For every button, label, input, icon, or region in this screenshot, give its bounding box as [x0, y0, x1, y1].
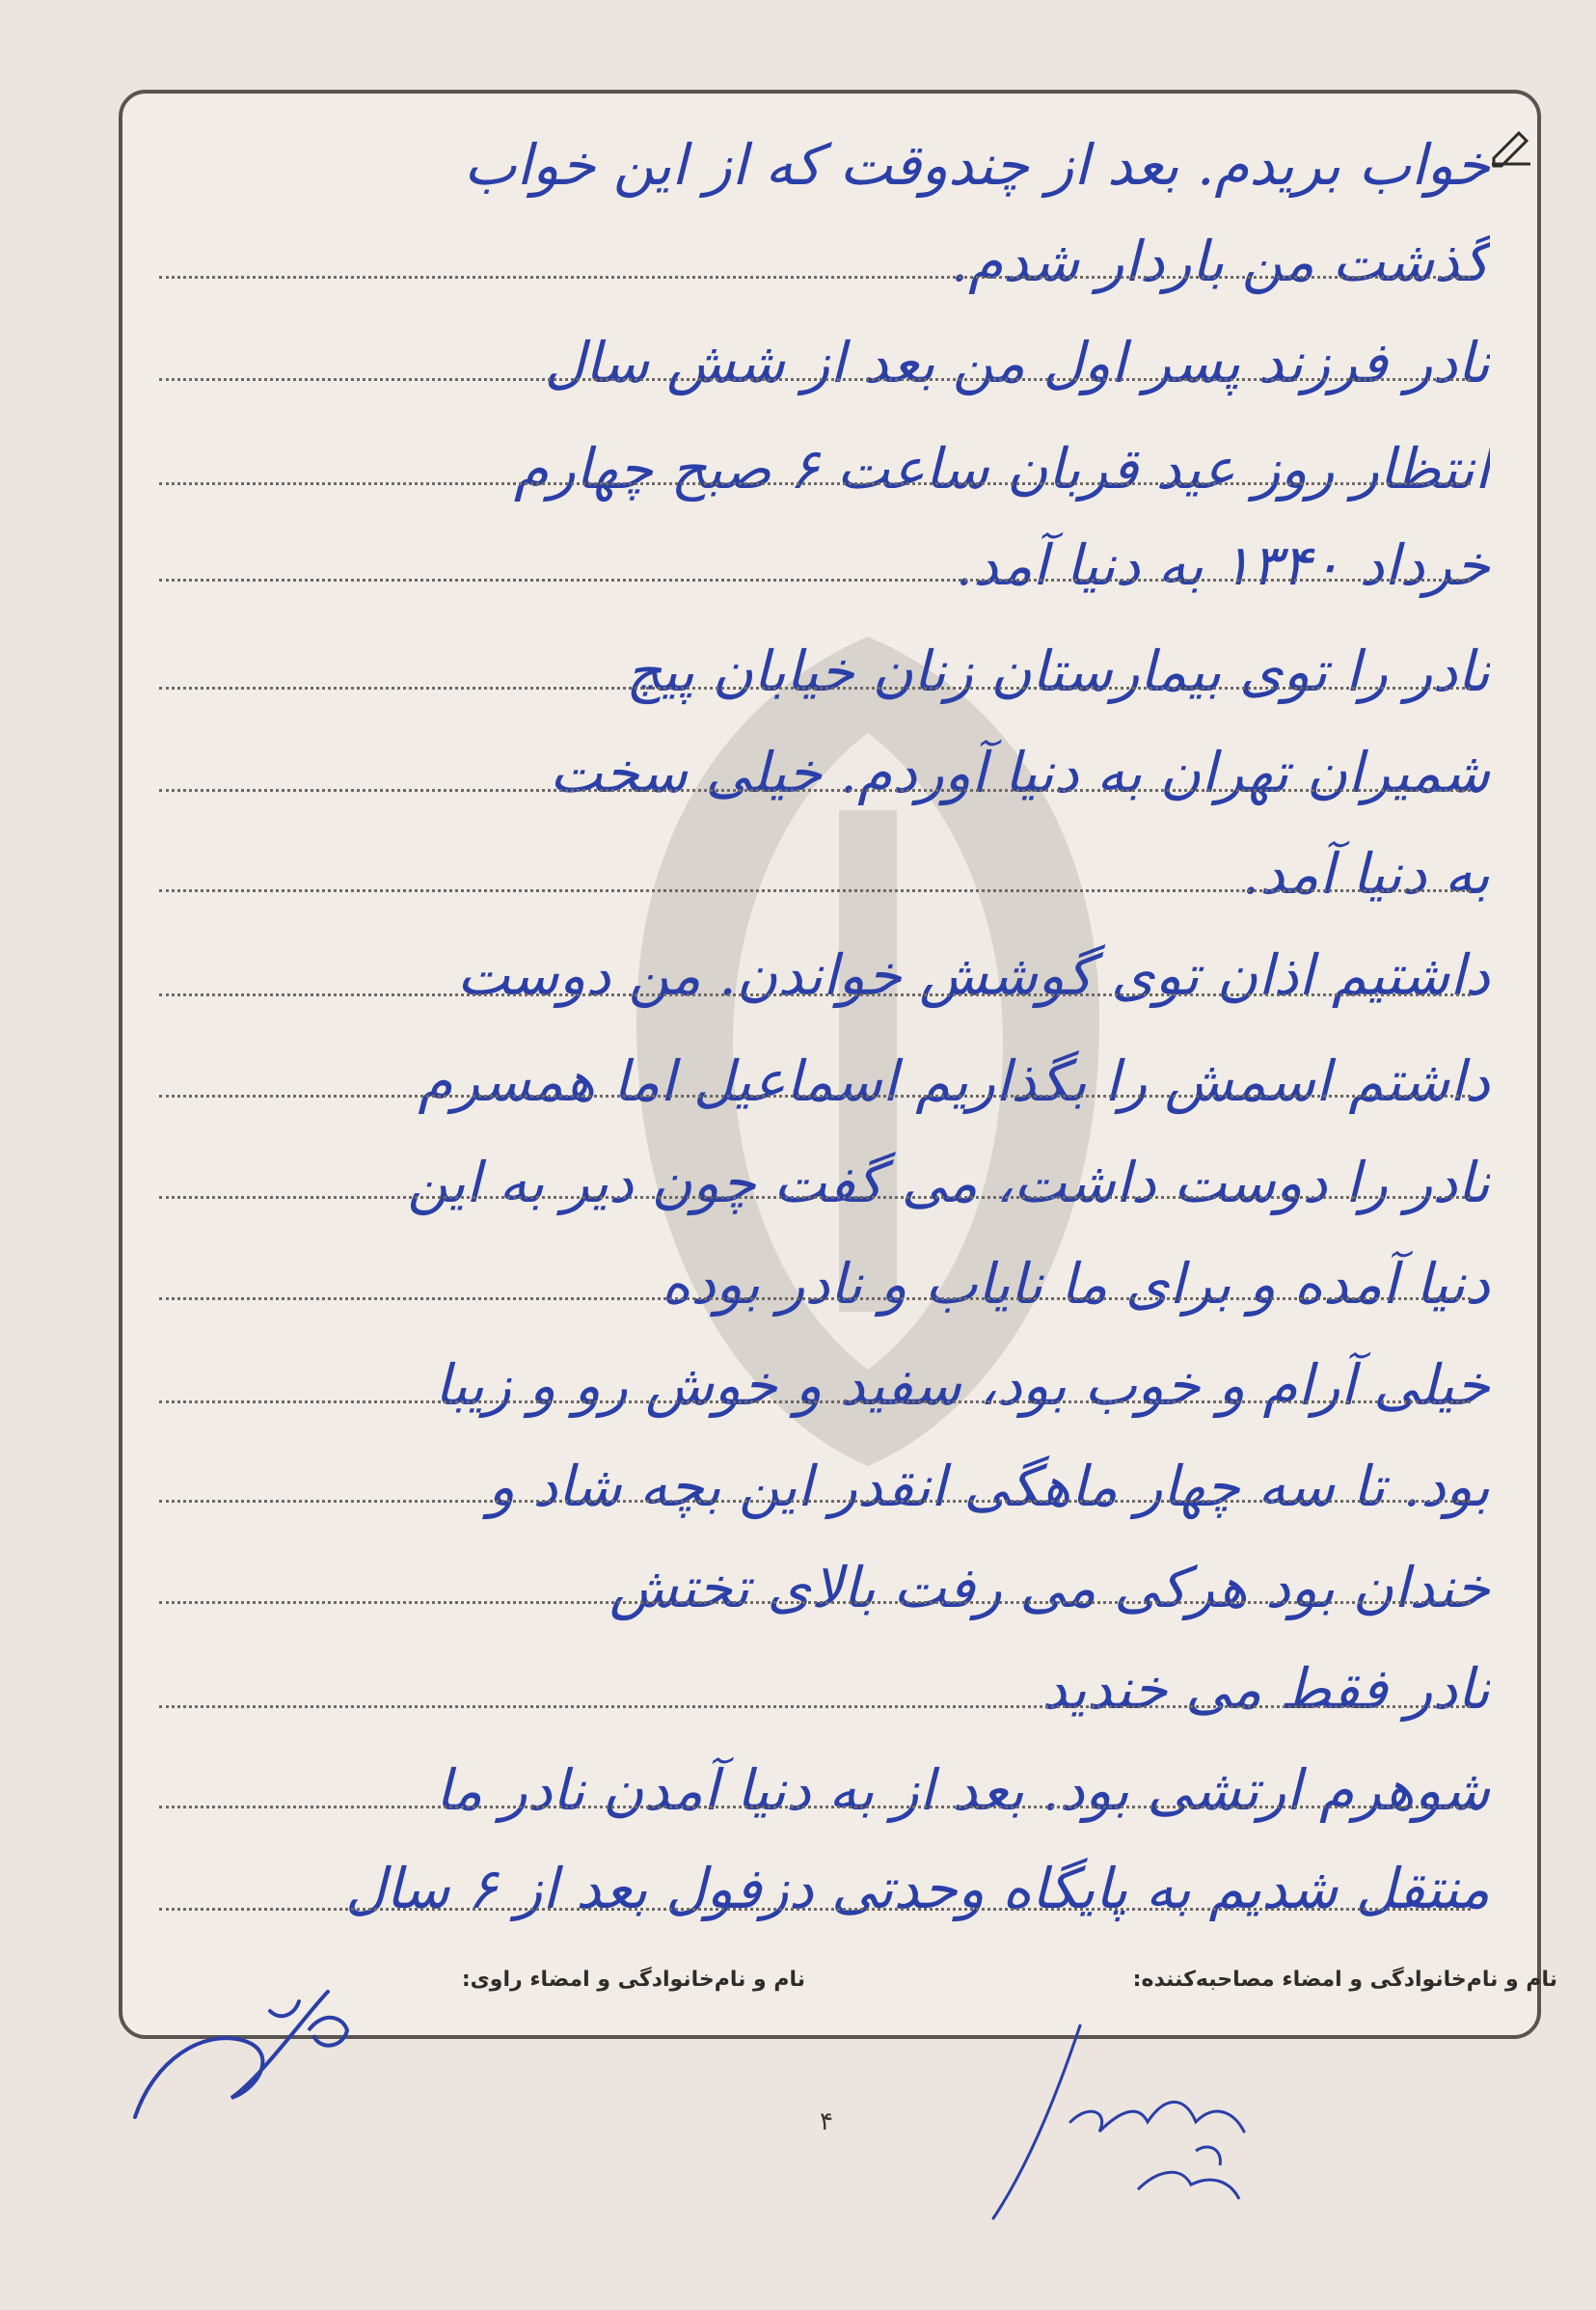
dotted-rule: [159, 1806, 1471, 1808]
narrator-signature: [116, 1972, 366, 2146]
handwritten-line: دنیا آمده و برای ما نایاب و نادر بوده: [661, 1251, 1490, 1317]
dotted-rule: [159, 687, 1471, 690]
handwritten-line: انتظار روز عید قربان ساعت ۶ صبح چهارم: [513, 436, 1490, 502]
interviewer-signature: [974, 2006, 1292, 2238]
narrator-label: نام و نام‌خانوادگی و امضاء راوی:: [461, 1968, 805, 1992]
dotted-rule: [159, 1601, 1471, 1604]
dotted-rule: [159, 378, 1471, 381]
handwritten-line: نادر فرزند پسر اول من بعد از شش سال: [544, 330, 1490, 395]
handwritten-line: داشتم اسمش را بگذاریم اسماعیل اما همسرم: [418, 1048, 1490, 1114]
handwritten-line: خرداد ۱۳۴۰ به دنیا آمد.: [955, 532, 1490, 598]
dotted-rule: [159, 276, 1471, 279]
dotted-rule: [159, 993, 1471, 996]
handwritten-line: شوهرم ارتشی بود. بعد از به دنیا آمدن نادر ما: [435, 1757, 1490, 1823]
dotted-rule: [159, 1908, 1471, 1911]
dotted-rule: [159, 1500, 1471, 1503]
handwritten-line: نادر فقط می خندید: [1041, 1656, 1490, 1722]
handwritten-line: به دنیا آمد.: [1241, 841, 1490, 907]
handwritten-line: داشتیم اذان توی گوشش خواندن. من دوست: [456, 942, 1490, 1008]
page-number: ۴: [820, 2107, 833, 2136]
dotted-rule: [159, 889, 1471, 892]
handwritten-line: بود. تا سه چهار ماهگی انقدر این بچه شاد و: [487, 1454, 1490, 1519]
handwritten-line: خندان بود هرکی می رفت بالای تختش: [609, 1555, 1490, 1620]
handwritten-line: خواب بریدم. بعد از چندوقت که از این خواب: [463, 132, 1490, 198]
dotted-rule: [159, 1297, 1471, 1300]
handwritten-line: گذشت من باردار شدم.: [950, 229, 1490, 294]
dotted-rule: [159, 789, 1471, 792]
interviewer-label: نام و نام‌خانوادگی و امضاء مصاحبه‌کننده:: [1132, 1968, 1557, 1992]
handwritten-line: نادر را توی بیمارستان زنان خیابان پیچ: [625, 639, 1490, 704]
dotted-rule: [159, 1095, 1471, 1098]
handwritten-line: شمیران تهران به دنیا آوردم. خیلی سخت: [549, 740, 1490, 805]
dotted-rule: [159, 579, 1471, 582]
handwritten-line: منتقل شدیم به پایگاه وحدتی دزفول بعد از ۶ سال: [344, 1856, 1490, 1921]
dotted-rule: [159, 482, 1471, 485]
dotted-rule: [159, 1400, 1471, 1403]
handwritten-line: نادر را دوست داشت، می گفت چون دیر به این: [407, 1150, 1490, 1215]
dotted-rule: [159, 1705, 1471, 1708]
dotted-rule: [159, 1196, 1471, 1199]
handwritten-line: خیلی آرام و خوب بود، سفید و خوش رو و زیبا: [434, 1352, 1490, 1418]
